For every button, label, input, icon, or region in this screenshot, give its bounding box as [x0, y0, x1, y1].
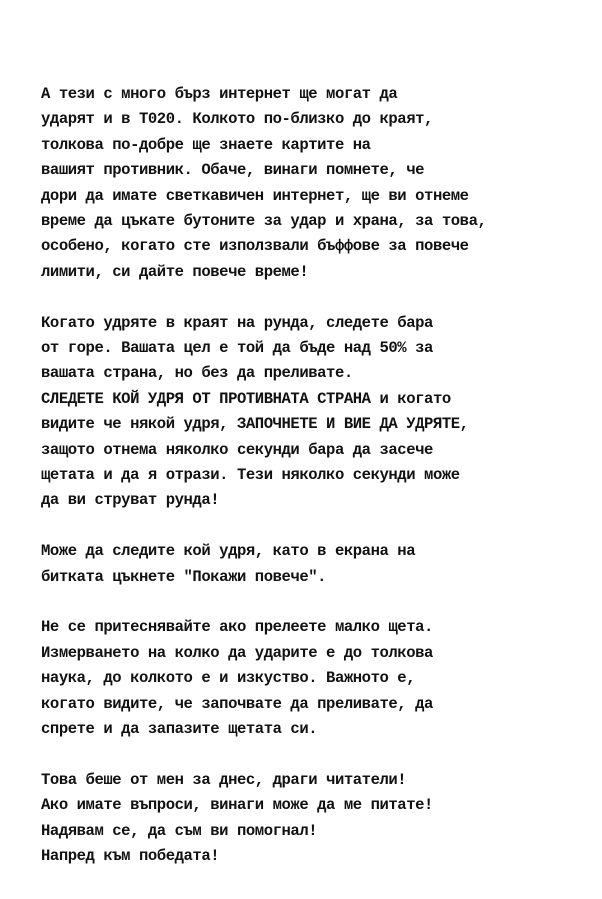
paragraph-overflow-advice [41, 615, 601, 742]
text-line: защото отнема няколко секунди бара да засече [41, 440, 433, 459]
text-line: време да цъкате бутоните за удар и храна, за това, [41, 212, 487, 231]
text-line: вашата страна, но без да преливате. [41, 364, 353, 383]
text-line: Измерването на колко да ударите е до толкова [41, 643, 433, 662]
text-line: Надявам се, да съм ви помогнал! [41, 821, 318, 840]
text-line: спрете и да запазите щетата си. [41, 720, 318, 739]
text-line: толкова по-добре ще знаете картите на [41, 135, 371, 154]
text-line: от горе. Вашата цел е той да бъде над 50% за [41, 339, 433, 358]
text-line: особено, когато сте използвали бъффове за повече [41, 237, 469, 256]
text-line: когато видите, че започвате да преливате, да [41, 694, 433, 713]
paragraph-connection-speed [41, 82, 601, 285]
text-line: вашият противник. Обаче, винаги помнете, че [41, 161, 425, 180]
paragraph-closing [41, 768, 601, 870]
text-line: Може да следите кой удря, като в екрана на [41, 542, 416, 561]
paragraph-show-more [41, 539, 601, 590]
text-line: ударят и в Т020. Колкото по-близко до краят, [41, 110, 433, 129]
text-line: Когато удряте в краят на рунда, следете бара [41, 313, 433, 332]
text-line: наука, до колкото е и изкуство. Важното е, [41, 669, 416, 688]
text-line: лимити, си дайте повече време! [41, 262, 309, 281]
text-line: СЛЕДЕТЕ КОЙ УДРЯ ОТ ПРОТИВНАТА СТРАНА и когато [41, 389, 451, 408]
text-line: видите че някой удря, ЗАПОЧНЕТЕ И ВИЕ ДА УДРЯТЕ, [41, 415, 469, 434]
text-line: Ако имате въпроси, винаги може да ме питате! [41, 796, 433, 815]
text-line: щетата и да я отрази. Тези няколко секунди може [41, 466, 460, 485]
text-line: Това беше от мен за днес, драги читатели! [41, 770, 407, 789]
text-line: битката цъкнете "Покажи повече". [41, 567, 327, 586]
text-line: Не се притеснявайте ако прелеете малко щета. [41, 618, 433, 637]
paragraph-round-bar [41, 311, 601, 514]
text-line: Напред към победата! [41, 847, 220, 866]
document-body [41, 82, 601, 895]
text-line: А тези с много бърз интернет ще могат да [41, 85, 398, 103]
text-line: да ви струват рунда! [41, 491, 220, 510]
text-line: дори да имате светкавичен интернет, ще ви отнеме [41, 186, 469, 205]
